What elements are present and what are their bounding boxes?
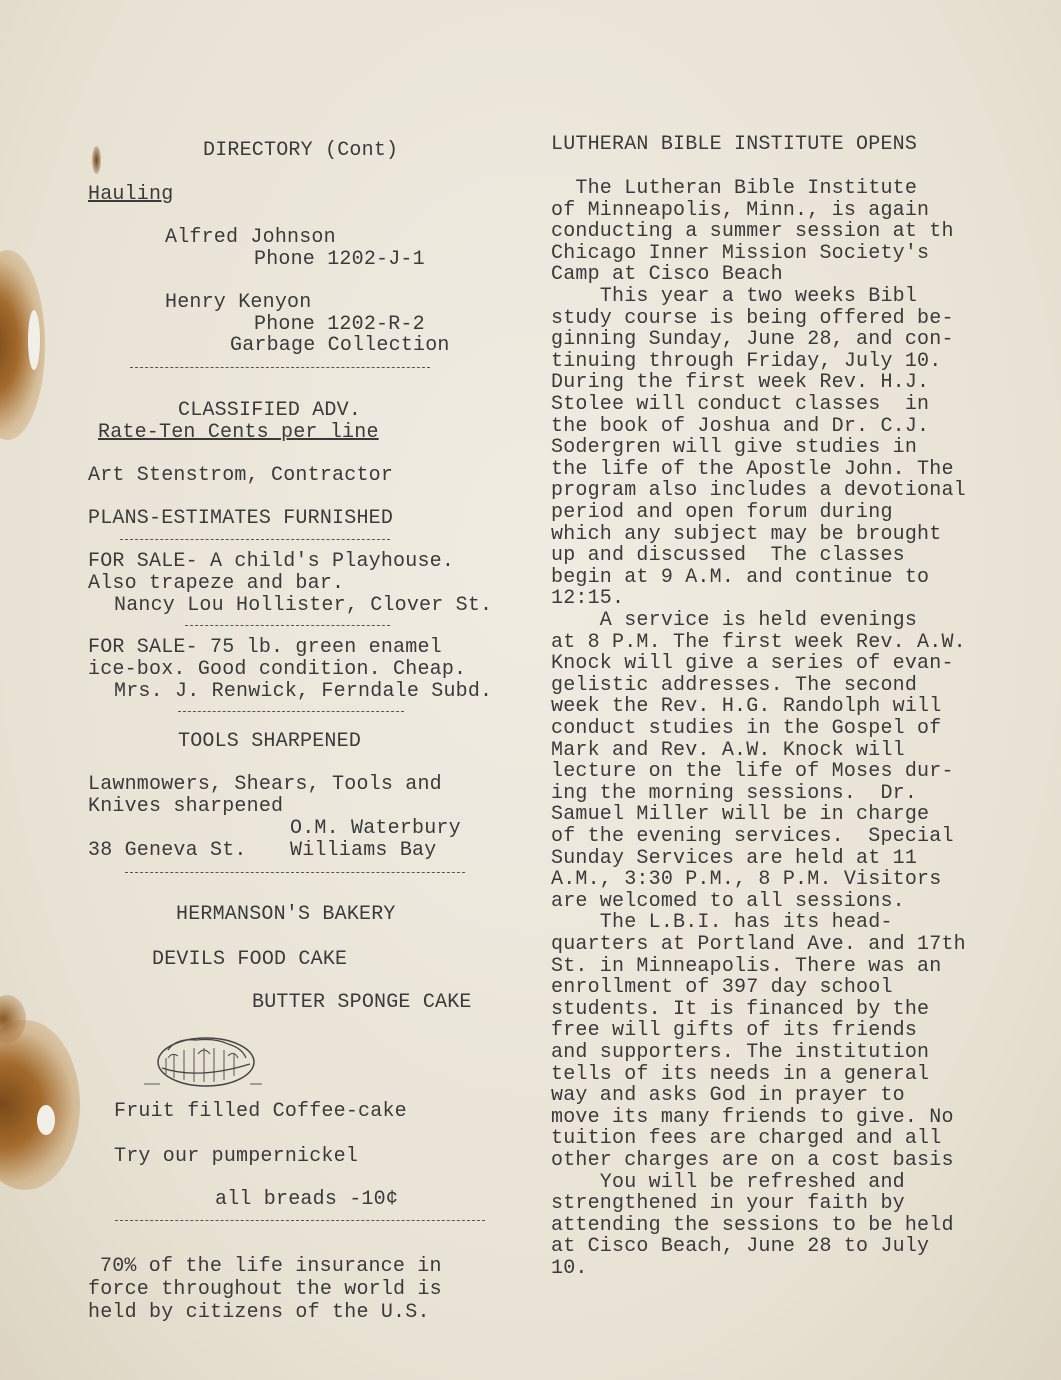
article-line: A service is held evenings [551,609,918,632]
hauling-title: Hauling [88,183,174,206]
divider [185,625,390,626]
bakery-item-butter-sponge: BUTTER SPONGE CAKE [252,991,472,1014]
article-line: attending the sessions to be held [551,1213,954,1237]
ad-playhouse-line-1: FOR SALE- A child's Playhouse. [88,550,455,573]
ad-contractor: Art Stenstrom, Contractor [88,464,394,487]
article-line: Knock will give a series of evan- [551,652,954,676]
article-line: You will be refreshed and [551,1170,905,1194]
article-line: students. It is financed by the [551,997,930,1021]
article-line: the book of Joshua and Dr. C.J. [551,414,930,438]
article-line: week the Rev. H.G. Randolph will [551,695,942,719]
bread-loaf-icon [138,1028,268,1090]
tools-line-5: Williams Bay [290,839,437,862]
article-line: of Minneapolis, Minn., is again [551,198,930,222]
article-line: the life of the Apostle John. The [551,457,954,481]
article-line: Chicago Inner Mission Society's [551,241,930,265]
classified-rate: Rate-Ten Cents per line [98,421,379,444]
article-line: tells of its needs in a general [551,1062,930,1086]
article-line: The Lutheran Bible Institute [551,177,918,200]
article-line: St. in Minneapolis. There was an [551,954,942,978]
article-line: which any subject may be brought [551,522,942,546]
article-line: tinuing through Friday, July 10. [551,349,942,373]
ad-icebox-line-1: FOR SALE- 75 lb. green enamel [88,636,442,659]
divider [115,1220,485,1221]
bakery-price: all breads -10¢ [215,1188,399,1211]
article-line: 10. [551,1257,588,1280]
article-line: at Cisco Beach, June 28 to July [551,1235,930,1259]
article-line: gelistic addresses. The second [551,673,918,697]
article-line: conducting a summer session at th [551,220,954,244]
divider [120,539,390,540]
divider [178,711,404,712]
tools-line-2: Knives sharpened [88,795,284,818]
article-line: are welcomed to all sessions. [551,889,905,913]
paper-hole-top [28,310,40,370]
bakery-item-pumpernickel: Try our pumpernickel [114,1145,359,1168]
article-line: Samuel Miller will be in charge [551,803,930,827]
ad-contractor-tagline: PLANS-ESTIMATES FURNISHED [88,507,394,530]
article-line: other charges are on a cost basis [551,1149,954,1172]
bakery-item-coffee-cake: Fruit filled Coffee-cake [114,1100,407,1123]
article-line: lecture on the life of Moses dur- [551,760,954,784]
article-line: strengthened in your faith by [551,1192,905,1216]
article-line: study course is being offered be- [551,306,954,330]
article-line: The L.B.I. has its head- [551,911,893,935]
fact-line-3: held by citizens of the U.S. [88,1301,430,1324]
hauler-2-service: Garbage Collection [230,334,450,357]
article-line: begin at 9 A.M. and continue to [551,565,930,589]
article-line: at 8 P.M. The first week Rev. A.W. [551,630,966,654]
divider [130,367,430,368]
article-line: ginning Sunday, June 28, and con- [551,328,954,352]
hauler-1-name: Alfred Johnson [165,226,336,249]
article-line: move its many friends to give. No [551,1105,954,1129]
article-line: During the first week Rev. H.J. [551,371,930,395]
paper-hole-bottom [37,1105,55,1135]
directory-header: DIRECTORY (Cont) [203,139,399,162]
tools-line-4: 38 Geneva St. [88,839,247,862]
article-line: This year a two weeks Bibl [551,285,918,308]
article-line: ing the morning sessions. Dr. [551,781,918,805]
article-line: period and open forum during [551,501,893,524]
hauler-2-phone: Phone 1202-R-2 [254,313,425,336]
ad-playhouse-line-3: Nancy Lou Hollister, Clover St. [114,594,493,617]
fact-line-2: force throughout the world is [88,1278,442,1301]
article-line: quarters at Portland Ave. and 17th [551,933,966,956]
fact-line-1: 70% of the life insurance in [100,1255,442,1278]
article-line: free will gifts of its friends [551,1019,918,1043]
classified-title: CLASSIFIED ADV. [178,399,362,422]
article-line: Sunday Services are held at 11 [551,846,918,870]
hauler-2-name: Henry Kenyon [165,291,312,314]
hauler-1-phone: Phone 1202-J-1 [254,248,425,271]
divider [125,872,465,873]
tools-line-3: O.M. Waterbury [290,817,461,840]
ad-playhouse-line-2: Also trapeze and bar. [88,572,345,595]
article-line: and supporters. The institution [551,1041,930,1064]
article-line: program also includes a devotional [551,479,966,503]
article-line: Sodergren will give studies in [551,436,918,460]
bakery-item-devils-food: DEVILS FOOD CAKE [152,948,348,971]
article-line: Stolee will conduct classes in [551,393,930,416]
article-line: up and discussed The classes [551,544,905,568]
article-line: way and asks God in prayer to [551,1084,905,1108]
bakery-name: HERMANSON'S BAKERY [176,903,396,926]
article-line: tuition fees are charged and all [551,1127,942,1151]
article-line: Mark and Rev. A.W. Knock will [551,738,905,762]
article-line: 12:15. [551,587,625,611]
article-line: enrollment of 397 day school [551,976,893,1000]
tools-title: TOOLS SHARPENED [178,730,362,753]
ad-icebox-line-3: Mrs. J. Renwick, Ferndale Subd. [114,680,493,703]
article-line: Camp at Cisco Beach [551,263,783,287]
stain-bottom-left [0,1020,80,1190]
tools-line-1: Lawnmowers, Shears, Tools and [88,773,442,796]
ad-icebox-line-2: ice-box. Good condition. Cheap. [88,658,467,681]
article-line: of the evening services. Special [551,825,954,848]
article-line: A.M., 3:30 P.M., 8 P.M. Visitors [551,868,942,892]
article-line: conduct studies in the Gospel of [551,717,942,740]
stain-dot-top [92,146,101,174]
article-title: LUTHERAN BIBLE INSTITUTE OPENS [551,133,918,156]
